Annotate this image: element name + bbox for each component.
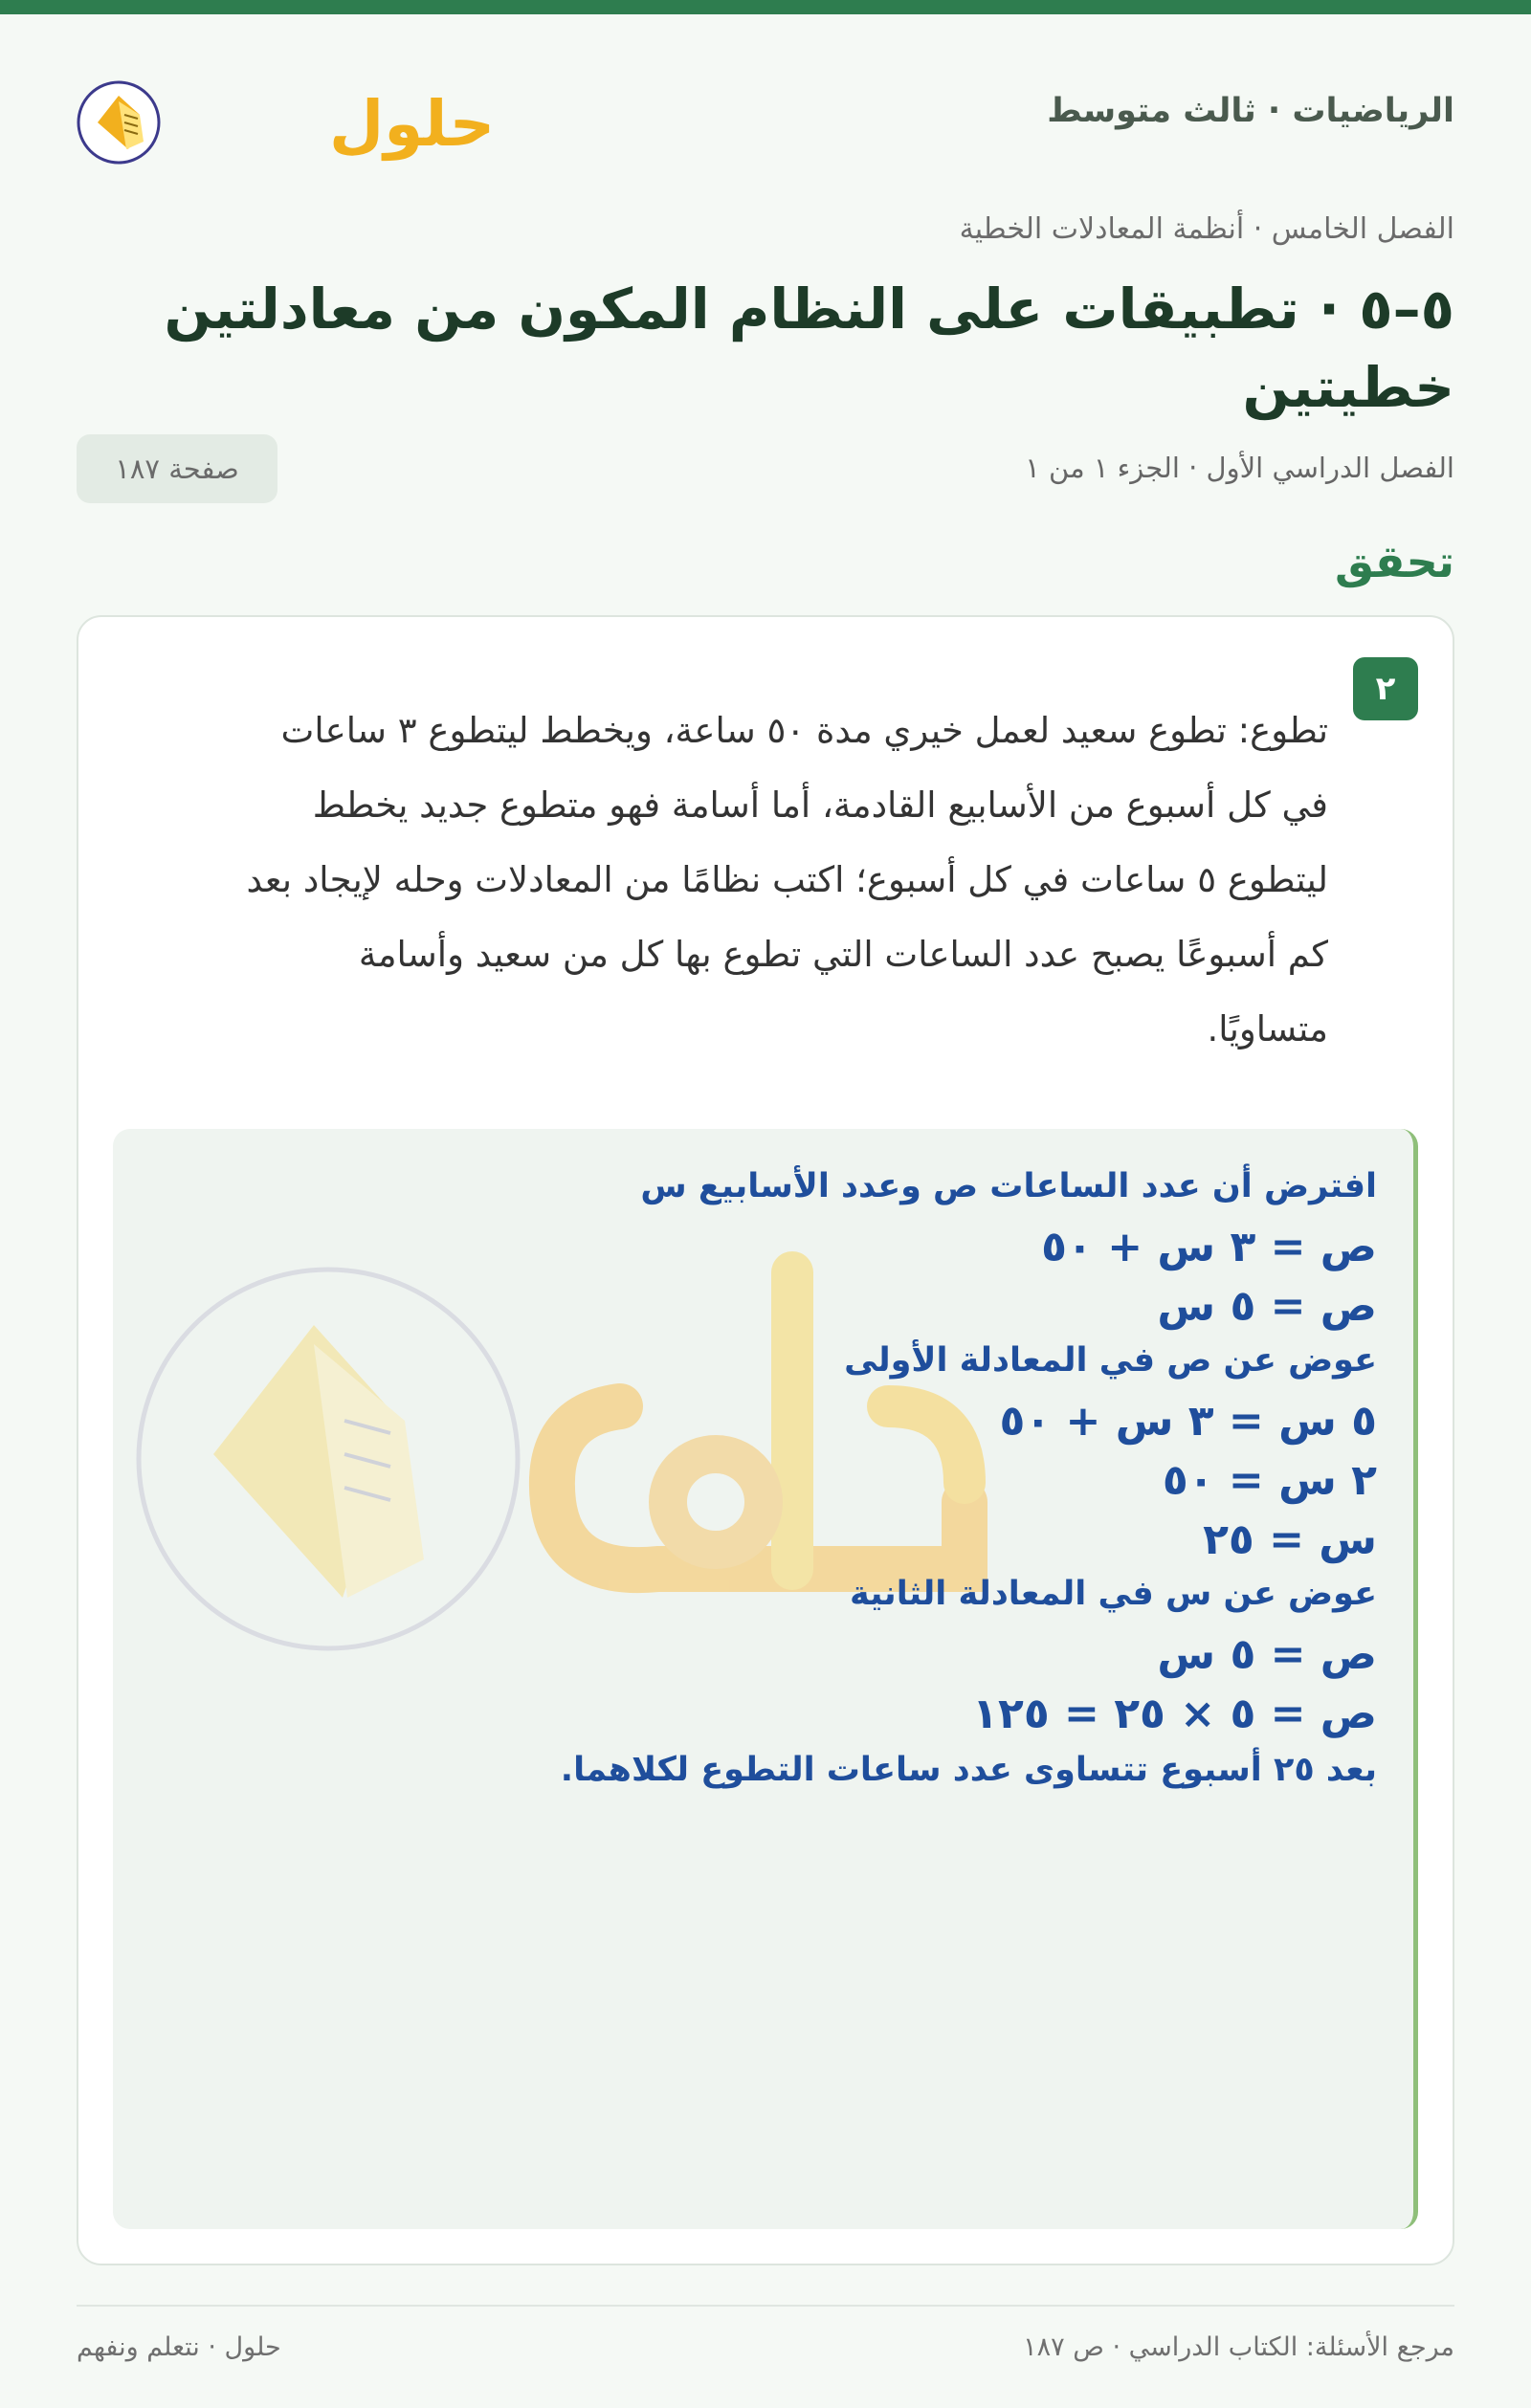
- solution-equation: ص = ٥ × ٢٥ = ١٢٥: [972, 1690, 1377, 1738]
- question-number-badge: ٢: [1353, 657, 1418, 720]
- question-card: [77, 615, 1454, 2265]
- solution-box: [113, 1129, 1418, 2229]
- semester-label: الفصل الدراسي الأول · الجزء ١ من ١: [1025, 452, 1454, 484]
- subject-grade: الرياضيات · ثالث متوسط: [1047, 92, 1454, 130]
- question-line: كم أسبوعًا يصبح عدد الساعات التي تطوع بها كل من سعيد وأسامة: [358, 934, 1328, 975]
- question-line: متساويًا.: [1207, 1008, 1328, 1049]
- solution-equation: ٥ س = ٣ س + ٥٠: [999, 1397, 1377, 1446]
- solution-equation: س = ٢٥: [1203, 1515, 1377, 1564]
- solution-step: عوض عن س في المعادلة الثانية: [850, 1575, 1377, 1613]
- lesson-title: ٥–٥ · تطبيقات على النظام المكون من معادلتين خطيتين: [164, 276, 1454, 420]
- footer-divider: [77, 2305, 1454, 2307]
- question-line: تطوع: تطوع سعيد لعمل خيري مدة ٥٠ ساعة، ويخطط ليتطوع ٣ ساعات: [280, 710, 1328, 751]
- chapter-label: الفصل الخامس · أنظمة المعادلات الخطية: [959, 212, 1454, 246]
- solution-equation: ص = ٥ س: [1157, 1282, 1377, 1331]
- solution-step: عوض عن ص في المعادلة الأولى: [844, 1341, 1377, 1380]
- question-line: في كل أسبوع من الأسابيع القادمة، أما أسامة فهو متطوع جديد يخطط: [312, 784, 1328, 826]
- page-header: [77, 59, 1454, 174]
- solution-conclusion: بعد ٢٥ أسبوع تتساوى عدد ساعات التطوع لكلاهما.: [560, 1751, 1377, 1789]
- footer-tagline: حلول · نتعلم ونفهم: [77, 2332, 281, 2362]
- solution-step: افترض أن عدد الساعات ص وعدد الأسابيع س: [640, 1167, 1377, 1205]
- hulul-logo[interactable]: [77, 59, 496, 174]
- lesson-meta: [77, 432, 1454, 505]
- question-text: [122, 694, 1328, 1067]
- section-heading: تحقق: [1335, 536, 1454, 587]
- solution-equation: ص = ٥ س: [1157, 1630, 1377, 1679]
- solution-equation: ٢ س = ٥٠: [1162, 1456, 1377, 1505]
- footer-reference: مرجع الأسئلة: الكتاب الدراسي · ص ١٨٧: [1023, 2332, 1454, 2362]
- solution-equation: ص = ٣ س + ٥٠: [1041, 1223, 1377, 1271]
- logo-watermark: [122, 1215, 1079, 1693]
- question-line: ليتطوع ٥ ساعات في كل أسبوع؛ اكتب نظامًا من المعادلات وحله لإيجاد بعد: [246, 859, 1328, 900]
- top-accent-bar: [0, 0, 1531, 14]
- page-badge: صفحة ١٨٧: [77, 434, 277, 503]
- brand-wordmark: حلول: [329, 87, 496, 161]
